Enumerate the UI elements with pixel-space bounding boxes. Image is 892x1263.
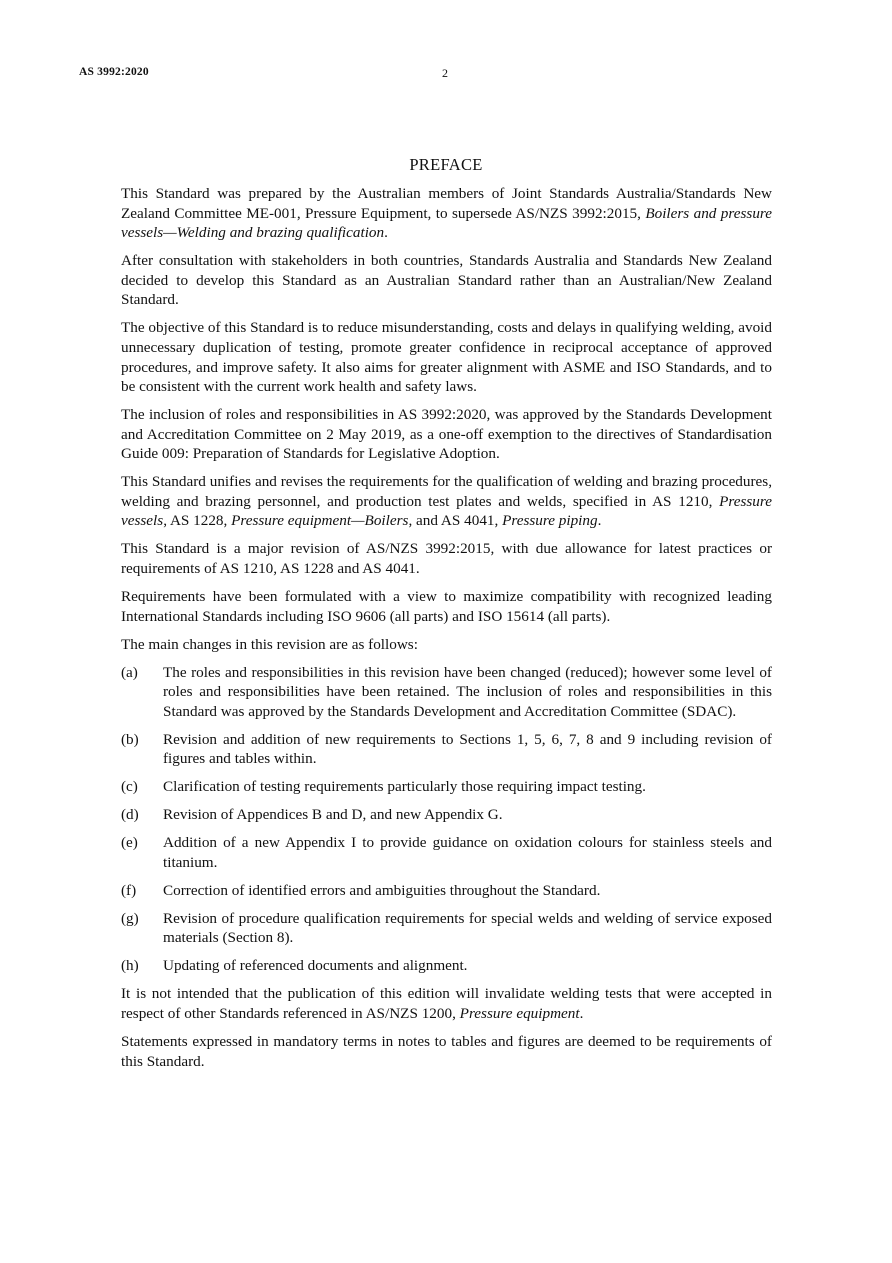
list-item: [121, 805, 772, 825]
list-item-label: (g): [121, 909, 139, 927]
list-item-text: Revision of procedure qualification requirements for special welds and welding of service exposed materials (Section 8).: [163, 909, 772, 947]
list-item-label: (h): [121, 957, 139, 975]
paragraph-roles: The inclusion of roles and responsibilities in AS 3992:2020, was approved by the Standards Development and Accreditation Committee on 2 May 2019, as a one-off exemption to the directives of Standardisation Guide 009: Preparation of Standards for Legislative Adoption.: [121, 406, 772, 463]
list-item-text: Revision of Appendices B and D, and new Appendix G.: [163, 806, 503, 824]
list-item: [121, 956, 772, 976]
list-item-text: The roles and responsibilities in this revision have been changed (reduced); however some level of roles and responsibilities have been retained. The inclusion of roles and responsibilities in this Standard was approved by the Standards Development and Accreditation Committee (SDAC).: [163, 663, 772, 720]
list-item: [121, 909, 772, 948]
paragraph-committee: This Standard was prepared by the Australian members of Joint Standards Australia/Standards New Zealand Committee ME-001, Pressure Equipment, to supersede AS/NZS 3992:2015, Boilers and pressure vessels—Welding and brazing qualification.: [121, 185, 772, 242]
list-item-label: (b): [121, 730, 139, 748]
paragraph-changes-intro: The main changes in this revision are as follows:: [121, 635, 418, 653]
list-item-text: Clarification of testing requirements particularly those requiring impact testing.: [163, 778, 646, 796]
list-item: [121, 730, 772, 769]
list-item-label: (f): [121, 881, 137, 899]
page-number: 2: [442, 66, 448, 80]
list-item-text: Addition of a new Appendix I to provide guidance on oxidation colours for stainless steels and titanium.: [163, 834, 772, 871]
list-item-text: Revision and addition of new requirements to Sections 1, 5, 6, 7, 8 and 9 including revision of figures and tables within.: [163, 730, 772, 768]
list-item: [121, 833, 772, 872]
list-item: [121, 663, 772, 722]
list-item-text: Updating of referenced documents and alignment.: [163, 957, 468, 975]
preface-body: [121, 184, 772, 1080]
list-item-label: (c): [121, 778, 138, 796]
list-item-text: Correction of identified errors and ambiguities throughout the Standard.: [163, 881, 601, 899]
paragraph-consultation: After consultation with stakeholders in both countries, Standards Australia and Standards New Zealand decided to develop this Standard as an Australian Standard rather than an Australian/New Zealand Standard.: [121, 252, 772, 309]
paragraph-compatibility: Requirements have been formulated with a view to maximize compatibility with recognized leading International Standards including ISO 9606 (all parts) and ISO 15614 (all parts).: [121, 588, 772, 625]
list-item-label: (e): [121, 834, 138, 852]
changes-list: [121, 663, 772, 976]
paragraph-revision: This Standard is a major revision of AS/NZS 3992:2015, with due allowance for latest practices or requirements of AS 1210, AS 1228 and AS 4041.: [121, 540, 772, 578]
list-item-label: (a): [121, 663, 138, 681]
paragraph-scope: This Standard unifies and revises the requirements for the qualification of welding and brazing procedures, welding and brazing personnel, and production test plates and welds, specified in AS 1210, Pressure vessels, AS 1228, Pressure equipment—Boilers, and AS 4041, Pressure piping.: [121, 473, 772, 530]
list-item-label: (d): [121, 806, 139, 824]
section-title: PREFACE: [409, 155, 483, 174]
paragraph-objective: The objective of this Standard is to reduce misunderstanding, costs and delays in qualifying welding, avoid unnecessary duplication of testing, promote greater confidence in reciprocal acceptance of approved procedures, and improve safety. It also aims for greater alignment with ASME and ISO Standards, and to be consistent with the current work health and safety laws.: [121, 319, 772, 396]
list-item: [121, 881, 772, 901]
paragraph-validity: It is not intended that the publication of this edition will invalidate welding tests that were accepted in respect of other Standards referenced in AS/NZS 1200, Pressure equipment.: [121, 985, 772, 1023]
paragraph-mandatory: Statements expressed in mandatory terms in notes to tables and figures are deemed to be requirements of this Standard.: [121, 1033, 772, 1070]
list-item: [121, 777, 772, 797]
document-code: AS 3992:2020: [79, 66, 149, 78]
